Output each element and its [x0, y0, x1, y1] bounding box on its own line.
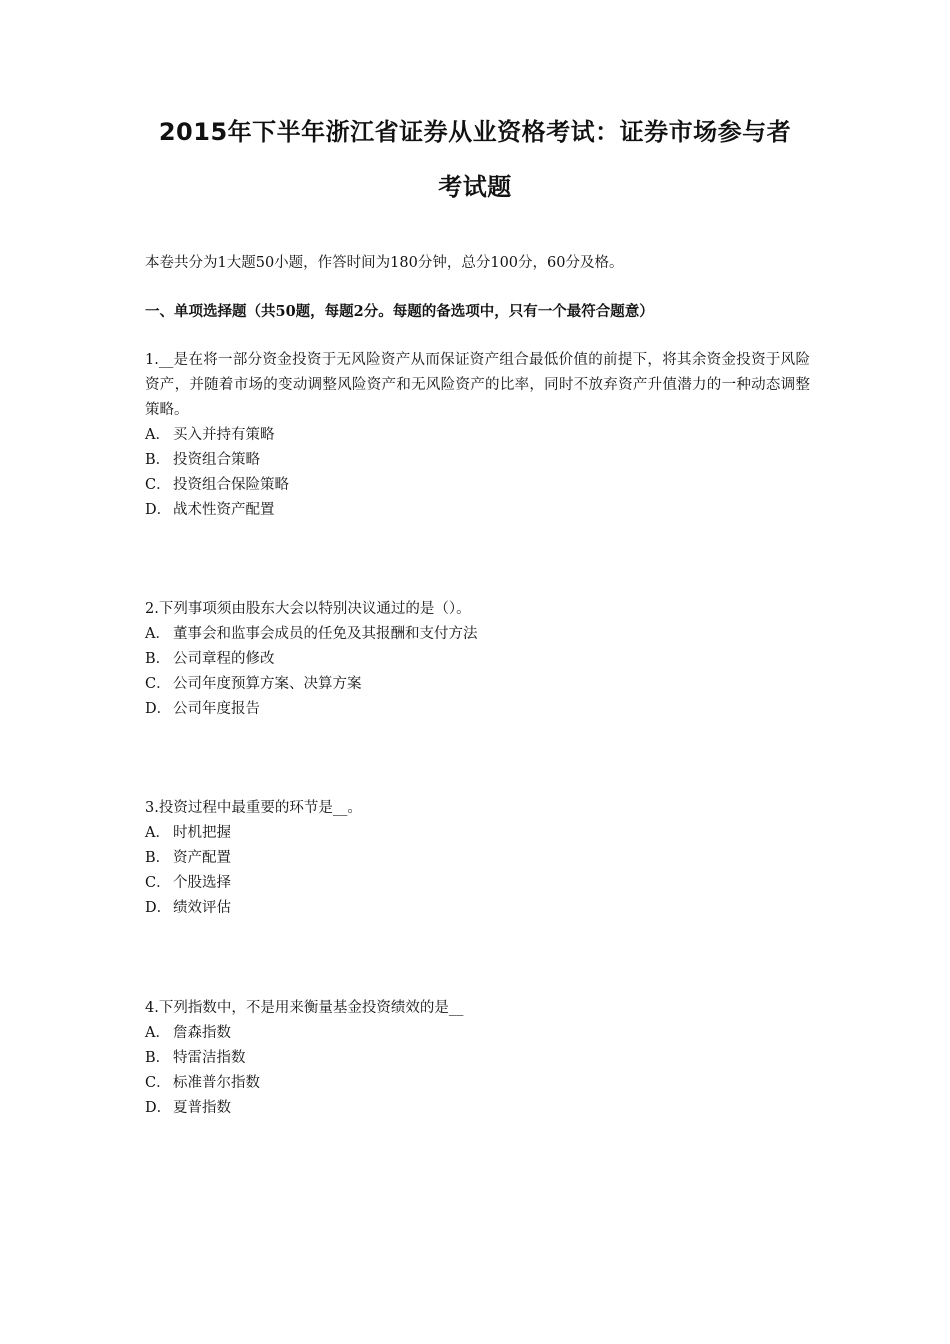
- question-1: [145, 348, 810, 523]
- document-title-line-1: 2015年下半年浙江省证券从业资格考试：证券市场参与者: [158, 118, 792, 146]
- question-stem: 4.下列指数中，不是用来衡量基金投资绩效的是__: [145, 1000, 464, 1016]
- option-text: 时机把握: [173, 825, 231, 841]
- option-d: [145, 697, 810, 722]
- question-3: [145, 796, 810, 921]
- option-a: [145, 821, 810, 846]
- document-title-line-2: 考试题: [438, 173, 512, 201]
- option-text: 标准普尔指数: [173, 1075, 260, 1091]
- option-a: [145, 423, 810, 448]
- option-text: 战术性资产配置: [173, 502, 275, 518]
- option-a: [145, 1021, 810, 1046]
- option-text: 特雷洁指数: [173, 1050, 246, 1066]
- option-text: 夏普指数: [173, 1100, 231, 1116]
- option-letter: A．: [145, 626, 170, 642]
- option-text: 董事会和监事会成员的任免及其报酬和支付方法: [173, 626, 478, 642]
- option-c: [145, 871, 810, 896]
- option-letter: A．: [145, 427, 170, 443]
- option-letter: C．: [145, 477, 171, 493]
- option-text: 个股选择: [173, 875, 231, 891]
- option-text: 投资组合保险策略: [173, 477, 289, 493]
- option-letter: B．: [145, 651, 171, 667]
- option-a: [145, 622, 810, 647]
- option-c: [145, 473, 810, 498]
- option-b: [145, 448, 810, 473]
- option-b: [145, 1046, 810, 1071]
- option-d: [145, 896, 810, 921]
- option-letter: C．: [145, 676, 171, 692]
- option-text: 投资组合策略: [173, 452, 260, 468]
- option-letter: C．: [145, 875, 171, 891]
- option-text: 资产配置: [173, 850, 231, 866]
- option-letter: A．: [145, 825, 170, 841]
- option-letter: D．: [145, 1100, 172, 1116]
- option-letter: D．: [145, 502, 172, 518]
- option-letter: A．: [145, 1025, 170, 1041]
- option-text: 绩效评估: [173, 900, 231, 916]
- option-text: 公司年度报告: [173, 701, 260, 717]
- option-c: [145, 1071, 810, 1096]
- question-2: [145, 597, 810, 722]
- option-letter: B．: [145, 850, 171, 866]
- question-4: [145, 996, 810, 1121]
- option-b: [145, 846, 810, 871]
- option-text: 公司年度预算方案、决算方案: [173, 676, 362, 692]
- question-stem: 1.__是在将一部分资金投资于无风险资产从而保证资产组合最低价值的前提下，将其余资金投资于风险资产，并随着市场的变动调整风险资产和无风险资产的比率，同时不放弃资产升值潜力的一种动态调整策略。: [145, 352, 810, 418]
- option-letter: C．: [145, 1075, 171, 1091]
- option-d: [145, 498, 810, 523]
- option-text: 詹森指数: [173, 1025, 231, 1041]
- question-stem: 3.投资过程中最重要的环节是__。: [145, 800, 362, 816]
- question-stem: 2.下列事项须由股东大会以特别决议通过的是（）。: [145, 601, 471, 617]
- option-letter: D．: [145, 701, 172, 717]
- option-d: [145, 1096, 810, 1121]
- section-heading: 一、单项选择题（共50题，每题2分。每题的备选项中，只有一个最符合题意）: [145, 303, 654, 320]
- option-letter: B．: [145, 452, 171, 468]
- option-b: [145, 647, 810, 672]
- option-text: 公司章程的修改: [173, 651, 275, 667]
- option-text: 买入并持有策略: [173, 427, 275, 443]
- option-letter: B．: [145, 1050, 171, 1066]
- option-c: [145, 672, 810, 697]
- option-letter: D．: [145, 900, 172, 916]
- exam-intro: 本卷共分为1大题50小题，作答时间为180分钟，总分100分，60分及格。: [145, 255, 624, 271]
